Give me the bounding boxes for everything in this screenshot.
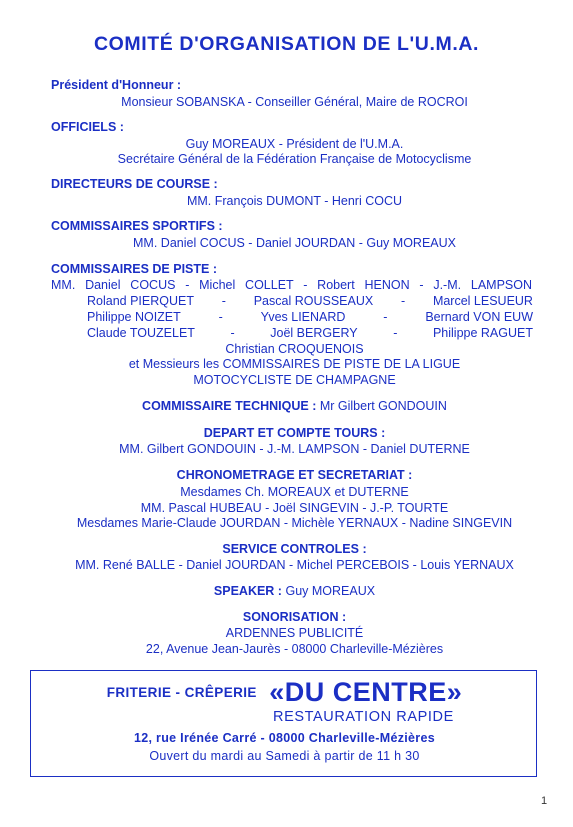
piste-name: Claude TOUZELET — [87, 326, 195, 340]
piste-name: Marcel LESUEUR — [432, 294, 533, 308]
depart-heading: DEPART ET COMPTE TOURS : — [203, 426, 386, 440]
piste-row-3 — [87, 310, 533, 324]
piste-name: Yves LIENARD — [260, 310, 346, 324]
chrono-line-2: MM. Pascal HUBEAU - Joël SINGEVIN - J.-P. TOURTE — [140, 501, 449, 515]
piste-name: Philippe RAGUET — [432, 326, 533, 340]
ad-title-line — [31, 677, 538, 708]
advertisement-box — [30, 670, 537, 777]
controles-line: MM. René BALLE - Daniel JOURDAN - Michel PERCEBOIS - Louis YERNAUX — [75, 558, 514, 572]
directeurs-heading: DIRECTEURS DE COURSE : — [51, 177, 218, 191]
piste-row-4 — [87, 326, 533, 340]
separator: - — [400, 294, 406, 308]
sportifs-heading: COMMISSAIRES SPORTIFS : — [51, 219, 223, 233]
officiels-heading: OFFICIELS : — [51, 120, 124, 134]
piste-name: Bernard VON EUW — [425, 310, 533, 324]
ad-name: «DU CENTRE» — [269, 677, 463, 707]
technique-line — [8, 399, 573, 413]
separator: - — [230, 326, 235, 340]
controles-heading: SERVICE CONTROLES : — [222, 542, 367, 556]
president-line: Monsieur SOBANSKA - Conseiller Général, Maire de ROCROI — [121, 95, 468, 109]
piste-name: Joël BERGERY — [270, 326, 358, 340]
chrono-line-1: Mesdames Ch. MOREAUX et DUTERNE — [180, 485, 409, 499]
piste-line-5: Christian CROQUENOIS — [225, 342, 364, 356]
depart-line: MM. Gilbert GONDOUIN - J.-M. LAMPSON - Daniel DUTERNE — [119, 442, 470, 456]
ad-prefix: FRITERIE - CRÊPERIE — [106, 685, 257, 700]
officiels-line-2: Secrétaire Général de la Fédération Française de Motocyclisme — [117, 152, 472, 166]
piste-heading: COMMISSAIRES DE PISTE : — [51, 262, 217, 276]
speaker-name: Guy MOREAUX — [285, 584, 376, 598]
sonorisation-line-2: 22, Avenue Jean-Jaurès - 08000 Charleville-Mézières — [145, 642, 444, 656]
chrono-heading: CHRONOMETRAGE ET SECRETARIAT : — [176, 468, 413, 482]
piste-name: Pascal ROUSSEAUX — [253, 294, 374, 308]
piste-row-2 — [87, 294, 533, 308]
chrono-line-3: Mesdames Marie-Claude JOURDAN - Michèle YERNAUX - Nadine SINGEVIN — [76, 516, 513, 530]
ad-address: 12, rue Irénée Carré - 08000 Charleville-Mézières — [134, 731, 435, 745]
technique-heading: COMMISSAIRE TECHNIQUE : — [142, 399, 317, 413]
officiels-line-1: Guy MOREAUX - Président de l'U.M.A. — [185, 137, 404, 151]
piste-name: Roland PIERQUET — [87, 294, 194, 308]
page-number: 1 — [541, 795, 548, 807]
speaker-heading: SPEAKER : — [213, 584, 282, 598]
president-heading: Président d'Honneur : — [51, 78, 182, 92]
ad-subtitle: RESTAURATION RAPIDE — [273, 709, 454, 725]
speaker-line — [8, 584, 573, 598]
separator: - — [393, 326, 398, 340]
piste-line-7: MOTOCYCLISTE DE CHAMPAGNE — [193, 373, 396, 387]
technique-name: Mr Gilbert GONDOUIN — [319, 399, 447, 413]
sonorisation-heading: SONORISATION : — [242, 610, 347, 624]
piste-line-1: MM. Daniel COCUS - Michel COLLET - Robert HENON - J.-M. LAMPSON — [51, 278, 532, 292]
piste-line-6: et Messieurs les COMMISSAIRES DE PISTE DE LA LIGUE — [128, 357, 461, 371]
page-title: COMITÉ D'ORGANISATION DE L'U.M.A. — [93, 33, 480, 55]
separator: - — [218, 310, 223, 324]
sonorisation-line-1: ARDENNES PUBLICITÉ — [225, 626, 364, 640]
piste-name: Philippe NOIZET — [87, 310, 181, 324]
directeurs-line: MM. François DUMONT - Henri COCU — [186, 194, 403, 208]
separator: - — [383, 310, 388, 324]
ad-hours: Ouvert du mardi au Samedi à partir de 11 h 30 — [149, 749, 420, 763]
sportifs-line: MM. Daniel COCUS - Daniel JOURDAN - Guy MOREAUX — [133, 236, 456, 250]
separator: - — [221, 294, 226, 308]
